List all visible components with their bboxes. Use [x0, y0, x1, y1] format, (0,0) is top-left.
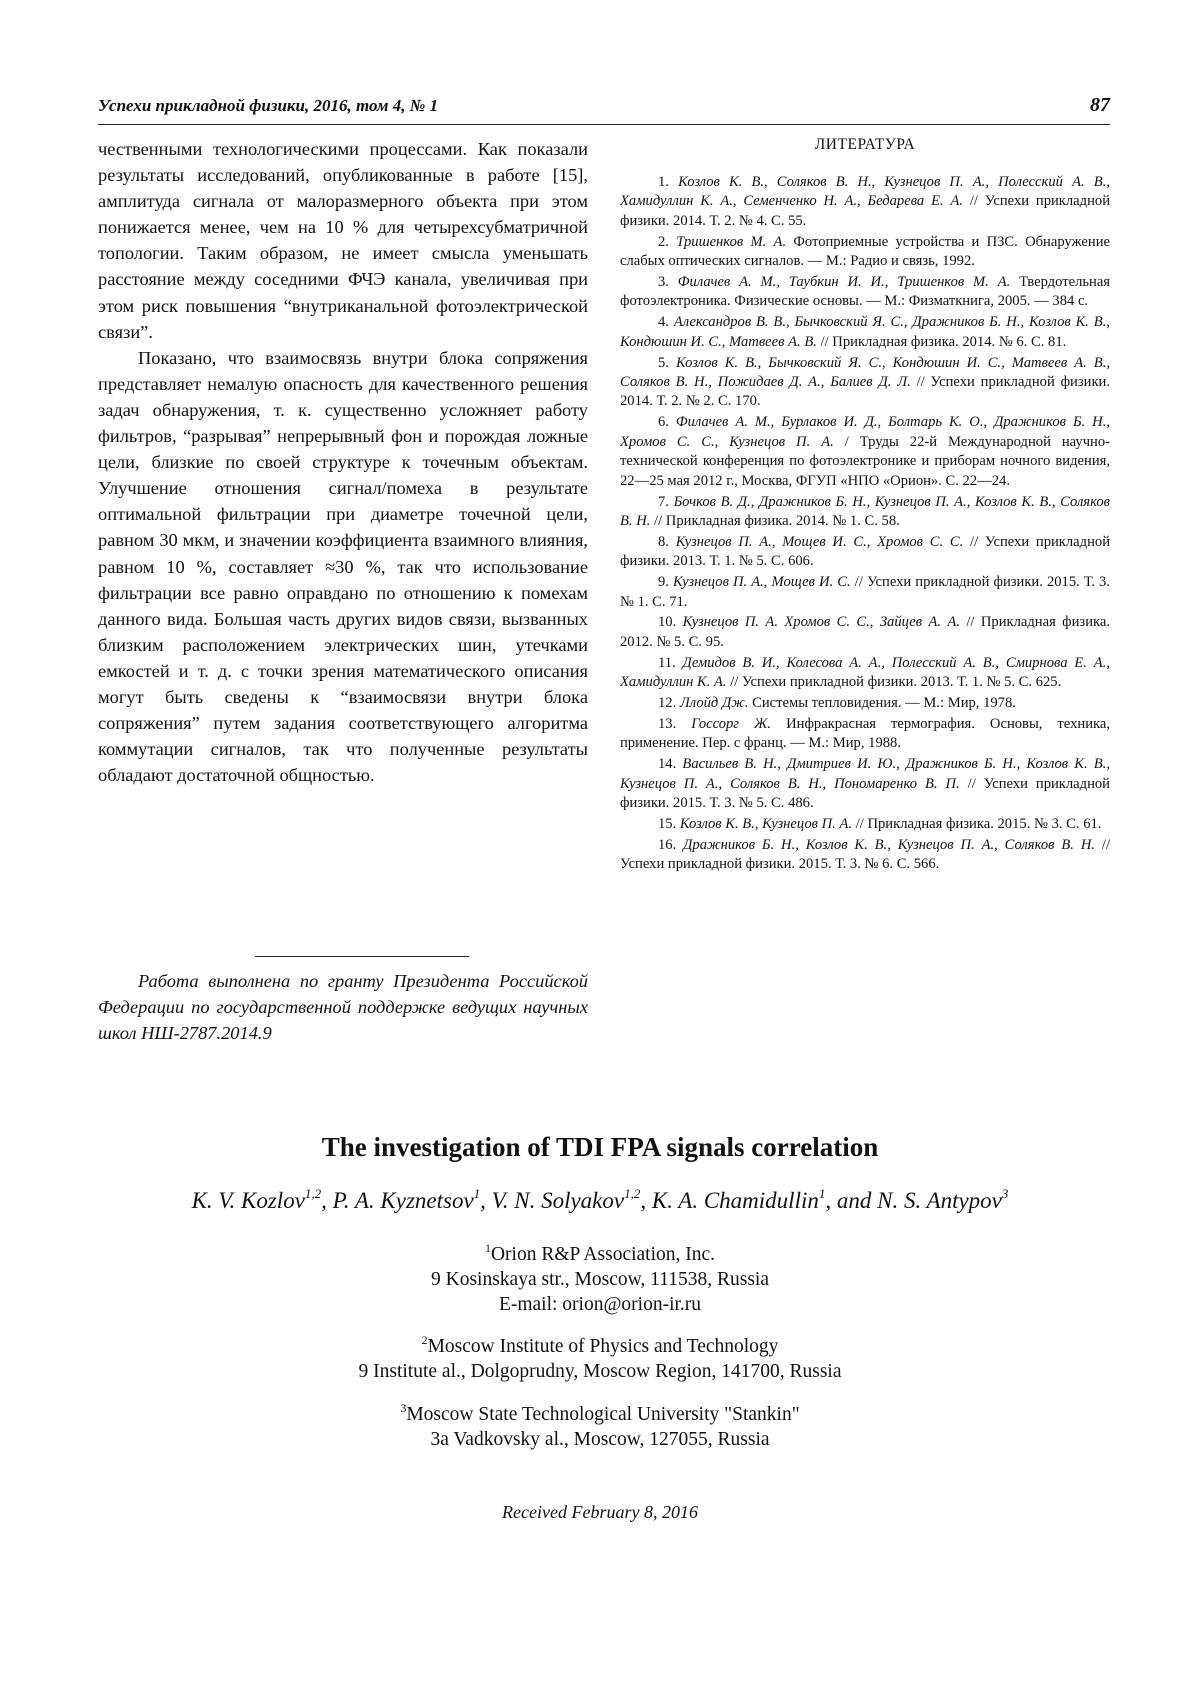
reference-authors: Козлов К. В., Соляков В. Н., Кузнецов П. А., Полесский А. В., Хамидуллин К. А., Семенченко Н. А., Бедарева Е. А.: [620, 174, 1111, 210]
reference-source: // Прикладная физика. 2014. № 6. С. 81.: [816, 333, 1067, 350]
reference-item: [620, 654, 1110, 693]
reference-authors: Тришенков М. А.: [676, 233, 787, 250]
affiliation-text: 9 Institute al., Dolgoprudny, Moscow Region, 141700, Russia: [358, 1361, 842, 1382]
reference-authors: Кузнецов П. А., Мощев И. С., Хромов С. С.: [675, 533, 964, 550]
reference-source: // Успехи прикладной физики. 2013. Т. 1. № 5. С. 606.: [620, 533, 1111, 570]
author-separator: ,: [480, 1188, 492, 1213]
running-header: [98, 88, 1110, 125]
reference-source: // Успехи прикладной физики. 2014. Т. 2. № 2. С. 170.: [620, 374, 1110, 410]
grant-acknowledgement: Работа выполнена по гранту Президента Российской Федерации по государственной поддержке ведущих научных школ НШ-2787.2014.9: [98, 971, 588, 1044]
affiliation-line: [0, 1427, 1200, 1452]
reference-number: 8.: [658, 533, 676, 550]
affiliation-text: 9 Kosinskaya str., Moscow, 111538, Russia: [431, 1269, 769, 1290]
affiliation-text: Orion R&P Association, Inc.: [490, 1244, 716, 1265]
reference-source: // Прикладная физика. 2015. № 3. С. 61.: [852, 816, 1102, 832]
affiliation-line: [0, 1396, 1200, 1427]
affiliation-text: Moscow Institute of Physics and Technology: [427, 1336, 779, 1357]
reference-source: // Успехи прикладной физики. 2013. Т. 1. № 5. С. 625.: [726, 674, 1062, 691]
reference-item: [620, 694, 1110, 713]
author-affiliation-mark: 1: [473, 1186, 481, 1201]
body-paragraph: чественными технологическими процессами. Как показали результаты исследований, опубликованные в работе [15], амплитуда сигнала от малоразмерного объекта при этом понижается менее, чем на 10 % для четырехсубматричной топологии. Таким образом, не имеет смысла уменьшать расстояние между соседними ФЧЭ канала, увеличивая при этом риск повышения “внутриканальной фотоэлектрической связи”.: [98, 139, 588, 342]
reference-number: 5.: [658, 354, 676, 371]
reference-number: 11.: [658, 654, 683, 671]
affiliation-mark: 2: [421, 1333, 428, 1347]
english-title: The investigation of TDI FPA signals correlation: [321, 1132, 879, 1162]
reference-authors: Ллойд Дж.: [679, 695, 749, 712]
author-affiliation-mark: 1: [818, 1186, 826, 1201]
affiliation-text: E-mail: orion@orion-ir.ru: [498, 1294, 702, 1315]
reference-authors: Филачев А. М., Таубкин И. И., Тришенков М. А.: [677, 274, 1011, 291]
reference-source: / Труды 22-й Международной научно-технической конференция по фотоэлектронике и приборам ночного видения, 22—25 мая 2012 г., Москва, ФГУП «НПО «Орион». С. 22—24.: [620, 433, 1110, 489]
reference-item: [620, 273, 1110, 312]
reference-number: 15.: [658, 816, 680, 832]
affiliation-3: [0, 1396, 1200, 1452]
affiliation-1: [0, 1236, 1200, 1317]
reference-number: 7.: [658, 493, 674, 510]
affiliation-line: [0, 1292, 1200, 1317]
reference-source: Твердотельная фотоэлектроника. Физические основы. — М.: Физматкнига, 2005. — 384 с.: [620, 274, 1111, 310]
affiliation-line: [0, 1328, 1200, 1359]
reference-item: [620, 233, 1110, 272]
reference-authors: Демидов В. И., Колесова А. А., Полесский А. В., Смирнова Е. А., Хамидуллин К. А.: [620, 654, 1110, 691]
author-separator: , and: [825, 1188, 878, 1213]
body-paragraph: Показано, что взаимосвязь внутри блока сопряжения представляет немалую опасность для качественного решения задач обнаружения, т. к. существенно усложняет работу фильтров, “разрывая” непрерывный фон и порождая ложные цели, близкие по своей структуре к точечным объектам. Улучшение отношения сигнал/помеха в результате оптимальной фильтрации при диаметре точечной цели, равном 30 мкм, и значении коэффициента взаимного влияния, равном 10 %, составляет ≈30 %, так что использование фильтрации все равно оправдано по отношению к помехам данного вида. Большая часть других видов связи, вызванных близким расположением электрических шин, утечками емкостей и т. д. с точки зрения математического описания могут быть сведены к “взаимосвязи внутри блока сопряжения” путем задания соответствующего алгоритма коммутации сигналов, так что полученные результаты обладают достаточной общностью.: [98, 347, 588, 786]
references-column: [620, 136, 1110, 876]
affiliation-mark: 3: [400, 1401, 407, 1415]
reference-number: 12.: [658, 695, 680, 712]
reference-number: 1.: [658, 174, 679, 190]
reference-list: [620, 173, 1110, 875]
affiliation-text: 3a Vadkovsky al., Moscow, 127055, Russia: [430, 1429, 770, 1450]
reference-source: // Успехи прикладной физики. 2015. Т. 3. № 6. С. 566.: [620, 836, 1111, 873]
author-separator: ,: [640, 1188, 652, 1213]
author-affiliation-mark: 1,2: [304, 1186, 322, 1201]
reference-authors: Филачев А. М., Бурлаков И. Д., Болтарь К. О., Дражников Б. Н., Хромов С. С., Кузнецов П. А.: [620, 414, 1111, 450]
reference-source: // Прикладная физика. 2012. № 5. С. 95.: [620, 614, 1110, 650]
reference-number: 9.: [658, 574, 674, 591]
english-authors: [0, 1186, 1200, 1214]
reference-number: 13.: [658, 715, 692, 732]
reference-item: [620, 715, 1110, 754]
reference-authors: Бочков В. Д., Дражников Б. Н., Кузнецов П. А., Козлов К. В., Соляков В. Н.: [620, 493, 1110, 529]
author-name: N. S. Antypov: [877, 1188, 1002, 1213]
reference-source: // Успехи прикладной физики. 2015. Т. 3. № 5. С. 486.: [620, 775, 1110, 812]
reference-number: 3.: [658, 274, 678, 291]
author-name: V. N. Solyakov: [491, 1188, 625, 1213]
affiliation-line: [0, 1359, 1200, 1384]
reference-source: // Прикладная физика. 2014. № 1. С. 58.: [650, 512, 900, 529]
reference-number: 14.: [658, 756, 683, 773]
reference-item: [620, 354, 1110, 412]
reference-number: 2.: [658, 233, 677, 250]
footnote-rule: [255, 956, 469, 957]
reference-source: Системы тепловидения. — М.: Мир, 1978.: [748, 695, 1016, 712]
author-separator: ,: [321, 1188, 333, 1213]
author-affiliation-mark: 3: [1001, 1186, 1009, 1201]
affiliation-line: [0, 1236, 1200, 1267]
page-number: 87: [1090, 94, 1110, 116]
reference-source: // Успехи прикладной физики. 2015. Т. 3. № 1. С. 71.: [620, 574, 1110, 610]
reference-authors: Кузнецов П. А. Хромов С. С., Зайцев А. А.: [682, 614, 960, 631]
reference-item: [620, 173, 1110, 231]
reference-item: [620, 613, 1110, 652]
author-affiliation-mark: 1,2: [624, 1186, 641, 1201]
affiliation-line: [0, 1267, 1200, 1292]
references-heading: ЛИТЕРАТУРА: [814, 136, 916, 153]
author-name: K. V. Kozlov: [191, 1188, 305, 1213]
reference-number: 16.: [658, 836, 684, 853]
reference-authors: Козлов К. В., Кузнецов П. А.: [679, 816, 853, 832]
reference-number: 4.: [658, 314, 674, 331]
reference-item: [620, 313, 1110, 352]
reference-source: Фотоприемные устройства и ПЗС. Обнаружение слабых оптических сигналов. — М.: Радио и связь, 1992.: [620, 233, 1110, 270]
reference-item: [620, 836, 1110, 875]
reference-source: // Успехи прикладной физики. 2014. Т. 2. № 4. С. 55.: [620, 193, 1111, 229]
reference-item: [620, 815, 1110, 834]
reference-number: 10.: [658, 614, 683, 631]
journal-title: Успехи прикладной физики, 2016, том 4, № 1: [98, 96, 439, 115]
author-name: K. A. Chamidullin: [651, 1188, 819, 1213]
affiliation-mark: 1: [484, 1241, 491, 1255]
reference-authors: Александров В. В., Бычковский Я. С., Дражников Б. Н., Козлов К. В., Кондюшин И. С., Матвеев А. В.: [620, 314, 1111, 350]
reference-authors: Васильев В. Н., Дмитриев И. Ю., Дражников Б. Н., Козлов К. В., Кузнецов П. А., Соляков В. Н., Пономаренко В. П.: [620, 756, 1110, 792]
reference-item: [620, 533, 1110, 572]
reference-item: [620, 413, 1110, 491]
received-date: Received February 8, 2016: [502, 1502, 698, 1522]
reference-authors: Кузнецов П. А., Мощев И. С.: [673, 574, 851, 591]
body-text-column: [98, 136, 588, 788]
affiliation-text: Moscow State Technological University "Stankin": [406, 1404, 800, 1425]
reference-item: [620, 573, 1110, 612]
affiliation-2: [0, 1328, 1200, 1384]
reference-item: [620, 493, 1110, 532]
reference-authors: Козлов К. В., Бычковский Я. С., Кондюшин И. С., Матвеев А. В., Соляков В. Н., Пожидаев Д. А., Балиев Д. Л.: [620, 354, 1111, 391]
reference-authors: Дражников Б. Н., Козлов К. В., Кузнецов П. А., Соляков В. Н.: [683, 836, 1096, 853]
reference-authors: Госсорг Ж.: [691, 715, 772, 732]
author-name: P. A. Kyznetsov: [332, 1188, 474, 1213]
reference-number: 6.: [658, 414, 676, 431]
reference-source: Инфракрасная термография. Основы, техника, применение. Пер. с франц. — М.: Мир, 1988.: [620, 715, 1111, 752]
reference-item: [620, 755, 1110, 813]
